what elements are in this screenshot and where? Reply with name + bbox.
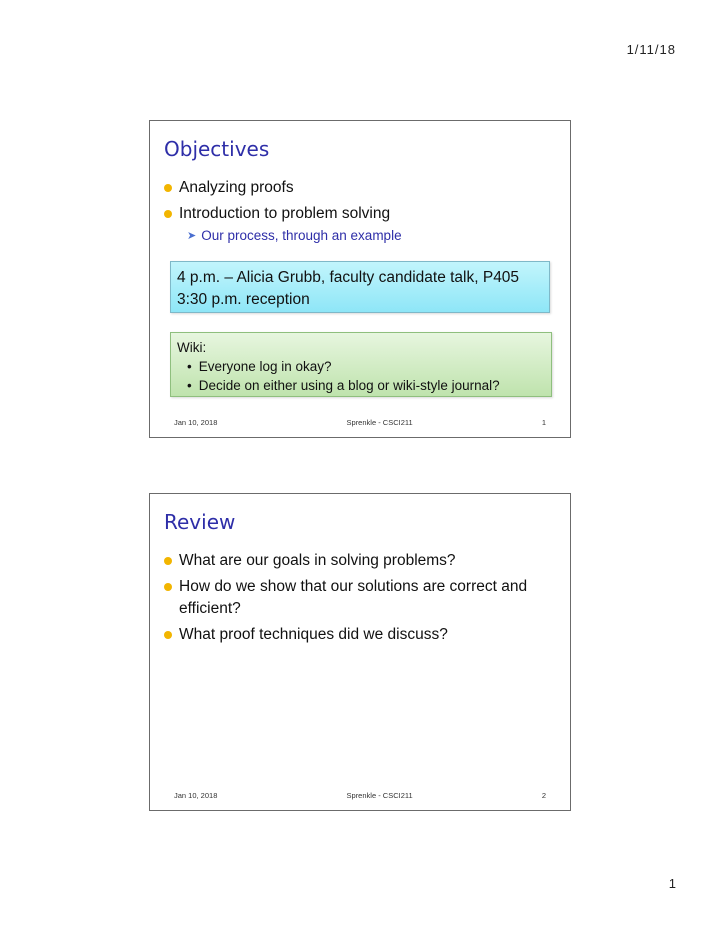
footer-author: Sprenkle - CSCI211: [346, 418, 413, 427]
bullet-text: What are our goals in solving problems?: [179, 552, 456, 569]
bullet-text: Introduction to problem solving: [179, 205, 391, 222]
bullet-list: [164, 550, 556, 650]
bullet-dot-icon: •: [187, 378, 192, 393]
slide-title: Objectives: [164, 137, 270, 161]
footer-author: Sprenkle - CSCI211: [346, 791, 413, 800]
wiki-box: [170, 332, 552, 397]
footer-slide-number: 2: [541, 791, 546, 800]
slide-footer: [174, 791, 546, 800]
bullet-item: [164, 550, 556, 572]
wiki-item-text: Everyone log in okay?: [198, 359, 332, 374]
page-number: 1: [668, 876, 676, 891]
bullet-dot-icon: [164, 184, 172, 192]
footer-slide-number: 1: [541, 418, 546, 427]
footer-date: Jan 10, 2018: [174, 791, 218, 800]
bullet-text: What proof techniques did we discuss?: [179, 626, 448, 643]
slide-review: [149, 493, 571, 811]
announcement-line: 4 p.m. – Alicia Grubb, faculty candidate talk, P405: [177, 269, 520, 286]
bullet-item: [164, 576, 556, 620]
wiki-item: [187, 376, 545, 395]
slide-objectives: [149, 120, 571, 438]
bullet-text: Analyzing proofs: [179, 179, 294, 196]
page-date: 1/11/18: [626, 42, 676, 57]
announcement-box: [170, 261, 550, 313]
wiki-heading: Wiki:: [177, 340, 207, 355]
sub-bullet-text: Our process, through an example: [201, 228, 402, 243]
sub-bullet-item: [187, 228, 556, 243]
slide-footer: [174, 418, 546, 427]
bullet-list: [164, 177, 556, 249]
announcement-line: 3:30 p.m. reception: [177, 291, 310, 308]
bullet-item: [164, 203, 556, 225]
bullet-item: [164, 624, 556, 646]
bullet-dot-icon: [164, 583, 172, 591]
arrow-bullet-icon: ➤: [187, 230, 197, 242]
bullet-item: [164, 177, 556, 199]
slide-title: Review: [164, 510, 236, 534]
bullet-dot-icon: [164, 557, 172, 565]
wiki-item: [187, 357, 545, 376]
bullet-text: How do we show that our solutions are correct and efficient?: [179, 578, 528, 617]
wiki-item-text: Decide on either using a blog or wiki-style journal?: [198, 378, 500, 393]
bullet-dot-icon: [164, 631, 172, 639]
footer-date: Jan 10, 2018: [174, 418, 218, 427]
bullet-dot-icon: •: [187, 359, 192, 374]
bullet-dot-icon: [164, 210, 172, 218]
